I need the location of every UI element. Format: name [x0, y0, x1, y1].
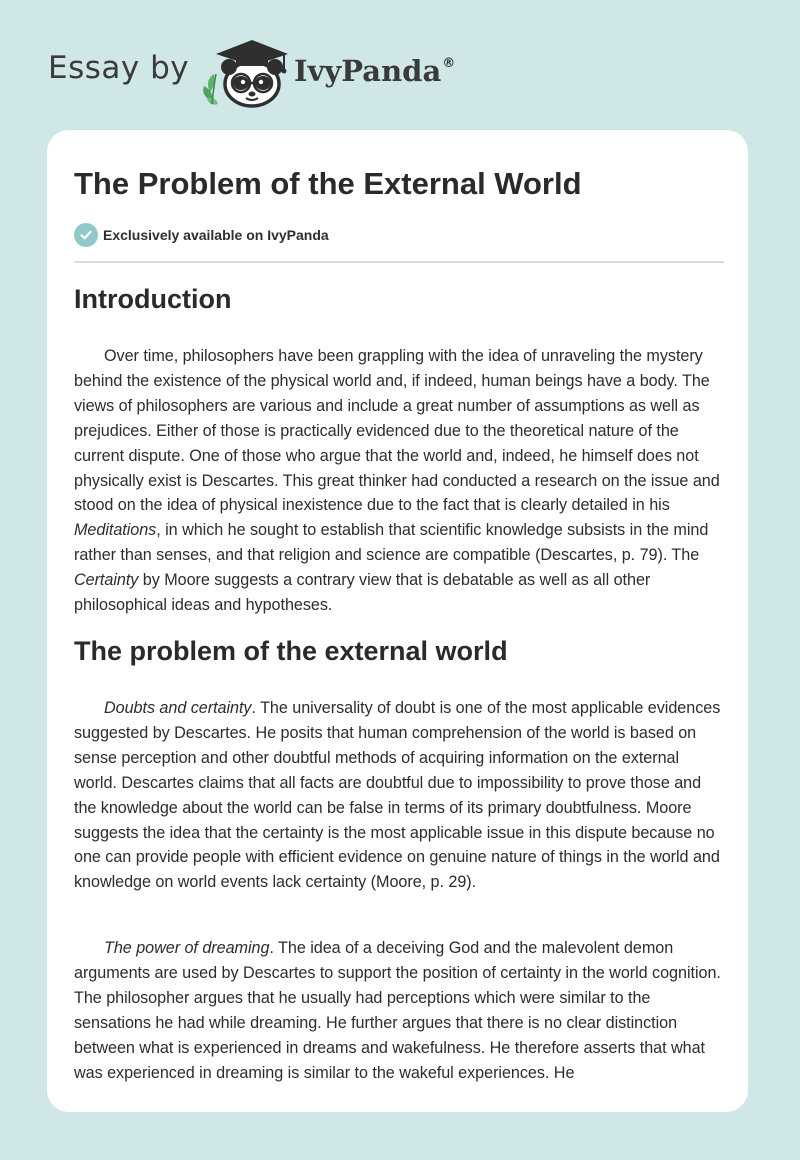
power-of-dreaming-paragraph: The power of dreaming. The idea of a deceiving God and the malevolent demon arguments are used by Descartes to support the position of certainty in the world cognition. The philosopher argues that he usually had perceptions which were similar to the sensations he had while dreaming. He further argues that there is no clear distinction between what is experienced in dreams and wakefulness. He therefore asserts that what was experienced in dreaming is similar to the wakeful experiences. He	[74, 939, 721, 1082]
exclusive-label: Exclusively available on IvyPanda	[103, 227, 329, 243]
site-header	[0, 0, 800, 130]
check-circle-icon	[74, 223, 98, 247]
paragraph-lead: The power of dreaming	[104, 939, 270, 957]
section-heading-introduction: Introduction	[74, 284, 232, 314]
essay-title: The Problem of the External World	[74, 166, 582, 201]
introduction-paragraph: Over time, philosophers have been grappling with the idea of unraveling the mystery behind the existence of the physical world and, if indeed, human beings have a body. The views of philosophers are various and include a great number of assumptions as well as prejudices. Either of those is practically evidenced due to the theoretical nature of the current dispute. One of those who argue that the world and, indeed, he himself does not physically exist is Descartes. This great thinker had conducted a research on the issue and stood on the idea of physical inexistence due to the fact that is clearly detailed in his Meditations, in which he sought to establish that scientific knowledge subsists in the mind rather than senses, and that religion and science are compatible (Descartes, p. 79). The Certainty by Moore suggests a contrary view that is debatable as well as all other philosophical ideas and hypotheses.	[74, 347, 720, 615]
essay-card	[47, 130, 748, 1112]
exclusive-badge	[74, 222, 329, 248]
title-divider	[74, 261, 724, 263]
paragraph-lead: Doubts and certainty	[104, 699, 252, 717]
registered-mark: ®	[442, 56, 456, 71]
panda-graduation-cap-icon	[200, 34, 296, 110]
emphasis-meditations: Meditations	[74, 521, 157, 540]
doubts-certainty-paragraph: Doubts and certainty. The universality of doubt is one of the most applicable evidences suggested by Descartes. He posits that human comprehension of the world is based on sense perception and other doubtful methods of acquiring information on the external world. Descartes claims that all facts are doubtful due to impossibility to prove those and the knowledge about the world can be false in terms of its primary doubtfulness. Moore suggests the idea that the certainty is the most applicable issue in this dispute because no one can provide people with efficient evidence on genuine nature of things in the world and knowledge on world events lack certainty (Moore, p. 29).	[74, 699, 721, 892]
essay-by-label: Essay by	[48, 50, 190, 86]
emphasis-certainty: Certainty	[74, 571, 139, 590]
section-heading-external-world: The problem of the external world	[74, 636, 508, 666]
brand-name: IvyPanda®	[294, 54, 456, 88]
